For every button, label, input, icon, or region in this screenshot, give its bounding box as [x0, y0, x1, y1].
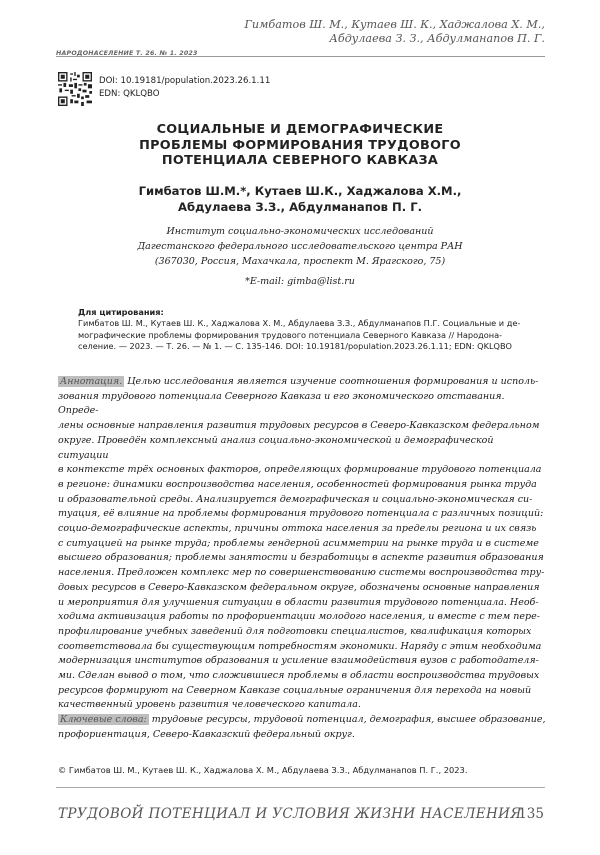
- abstract-line: ресурсов формируют на Северном Кавказе социальные ограничения для перехода на новый: [58, 684, 532, 696]
- running-authors-line: Гимбатов Ш. М., Кутаев Ш. К., Хаджалова Х. М.,: [244, 18, 545, 31]
- authors-line: Гимбатов Ш.М.*, Кутаев Ш.К., Хаджалова Х.М.,: [138, 184, 462, 198]
- running-authors-line: Абдулаева З. З., Абдулманапов П. Г.: [329, 32, 545, 45]
- journal-tag: НАРОДОНАСЕЛЕНИЕ Т. 26. № 1. 2023: [56, 50, 198, 57]
- abstract-line: довых ресурсов в Северо-Кавказском федеральном округе, обозначены основные направления: [58, 581, 540, 593]
- title-line: ПОТЕНЦИАЛА СЕВЕРНОГО КАВКАЗА: [161, 153, 439, 168]
- article-authors: [100, 183, 500, 215]
- footer-rule: [56, 787, 545, 788]
- top-rule: [56, 56, 545, 57]
- qr-code-icon: [58, 72, 92, 106]
- abstract-line: профилирование учебных заведений для подготовки специалистов, квалификация которых: [58, 625, 532, 637]
- abstract-line: округе. Проведён комплексный анализ социально-экономической и демографической ситуации: [58, 434, 494, 461]
- abstract: [58, 375, 546, 743]
- title-line: СОЦИАЛЬНЫЕ И ДЕМОГРАФИЧЕСКИЕ: [156, 122, 444, 137]
- citation-text: [78, 318, 546, 353]
- contact-email[interactable]: *E-mail: gimba@list.ru: [245, 276, 355, 287]
- keywords-text: трудовые ресурсы, трудовой потенциал, демография, высшее образование,: [148, 714, 546, 726]
- abstract-line: ходима активизация работы по профориентации молодого населения, и вместе с тем пере-: [58, 611, 540, 623]
- abstract-line: качественный уровень развития человеческого капитала.: [58, 699, 361, 711]
- abstract-line: модернизация институтов образования и усиление взаимодействия вузов с работодателя-: [58, 655, 539, 667]
- article-identifiers: [99, 75, 270, 100]
- page-number: 135: [518, 806, 544, 822]
- abstract-line: ми. Сделан вывод о том, что сложившиеся проблемы в области воспроизводства трудовых: [58, 670, 540, 682]
- abstract-line: и образовательной среды. Анализируется демографическая и социально-экономическая си-: [58, 493, 533, 505]
- affiliation-line: Институт социально-экономических исследований: [166, 226, 434, 237]
- keywords-line: профориентация, Северо-Кавказский федеральный округ.: [58, 728, 355, 740]
- title-line: ПРОБЛЕМЫ ФОРМИРОВАНИЯ ТРУДОВОГО: [139, 137, 461, 153]
- article-title: [90, 122, 510, 169]
- keywords-label: Ключевые слова:: [60, 714, 147, 726]
- abstract-line: туация, её влияние на проблемы формирования трудового потенциала с различных позиций:: [58, 508, 544, 520]
- abstract-line: в регионе: динамики воспроизводства населения, особенностей формирования рынка труда: [58, 478, 537, 490]
- running-authors: [125, 18, 545, 46]
- abstract-line: [58, 375, 546, 390]
- citation-line: селение. — 2023. — Т. 26. — № 1. — С. 135-146. DOI: 10.19181/population.2023.26.1.11; EDN: QKLQBO: [78, 341, 512, 352]
- abstract-line: в контексте трёх основных факторов, определяющих формирование трудового потенциала: [58, 464, 542, 476]
- keywords-line: [58, 713, 546, 728]
- abstract-line: с ситуацией на рынке труда; проблемы гендерной асимметрии на рынке труда и в системе: [58, 537, 539, 549]
- edn-code: EDN: QKLQBO: [99, 88, 160, 99]
- citation-line: мографические проблемы формирования трудового потенциала Северного Кавказа // Народона-: [78, 329, 503, 340]
- abstract-line: социо-демографические аспекты, причины оттока населения за пределы региона и их связь: [58, 523, 537, 535]
- citation-label: Для цитирования:: [78, 307, 164, 317]
- copyright-notice: © Гимбатов Ш. М., Кутаев Ш. К., Хаджалова Х. М., Абдулаева З.З., Абдулманапов П. Г., 2023.: [58, 765, 468, 775]
- affiliation-line: (367030, Россия, Махачкала, проспект М. Ярагского, 75): [154, 256, 446, 267]
- abstract-line-text: Целью исследования является изучение соотношения формирования и исполь-: [124, 376, 539, 387]
- abstract-line: лены основные направления развития трудовых ресурсов в Северо-Кавказском федеральном: [58, 420, 540, 432]
- abstract-line: высшего образования; проблемы занятости и безработицы в аспекте развития образования: [58, 552, 544, 564]
- affiliation: [100, 224, 500, 269]
- affiliation-line: Дагестанского федерального исследовательского центра РАН: [137, 241, 463, 252]
- citation-line: Гимбатов Ш. М., Кутаев Ш. К., Хаджалова Х. М., Абдулаева З.З., Абдулманапов П.Г. Социальные и де-: [78, 318, 521, 328]
- abstract-line: соответствовала бы существующим потребностям экономики. Наряду с этим необходима: [58, 640, 542, 652]
- abstract-line: и мероприятия для улучшения ситуации в области развития трудового потенциала. Необ-: [58, 596, 539, 608]
- abstract-line: населения. Предложен комплекс мер по совершенствованию системы воспроизводства тру-: [58, 567, 545, 579]
- doi-link[interactable]: DOI: 10.19181/population.2023.26.1.11: [99, 76, 271, 86]
- abstract-line: зования трудового потенциала Северного Кавказа и его экономического отставания. Опреде-: [58, 390, 505, 417]
- authors-line: Абдулаева З.З., Абдулманапов П. Г.: [178, 200, 422, 214]
- footer-journal-name: ТРУДОВОЙ ПОТЕНЦИАЛ И УСЛОВИЯ ЖИЗНИ НАСЕЛЕНИЯ: [58, 806, 522, 822]
- abstract-label: Аннотация.: [60, 376, 123, 387]
